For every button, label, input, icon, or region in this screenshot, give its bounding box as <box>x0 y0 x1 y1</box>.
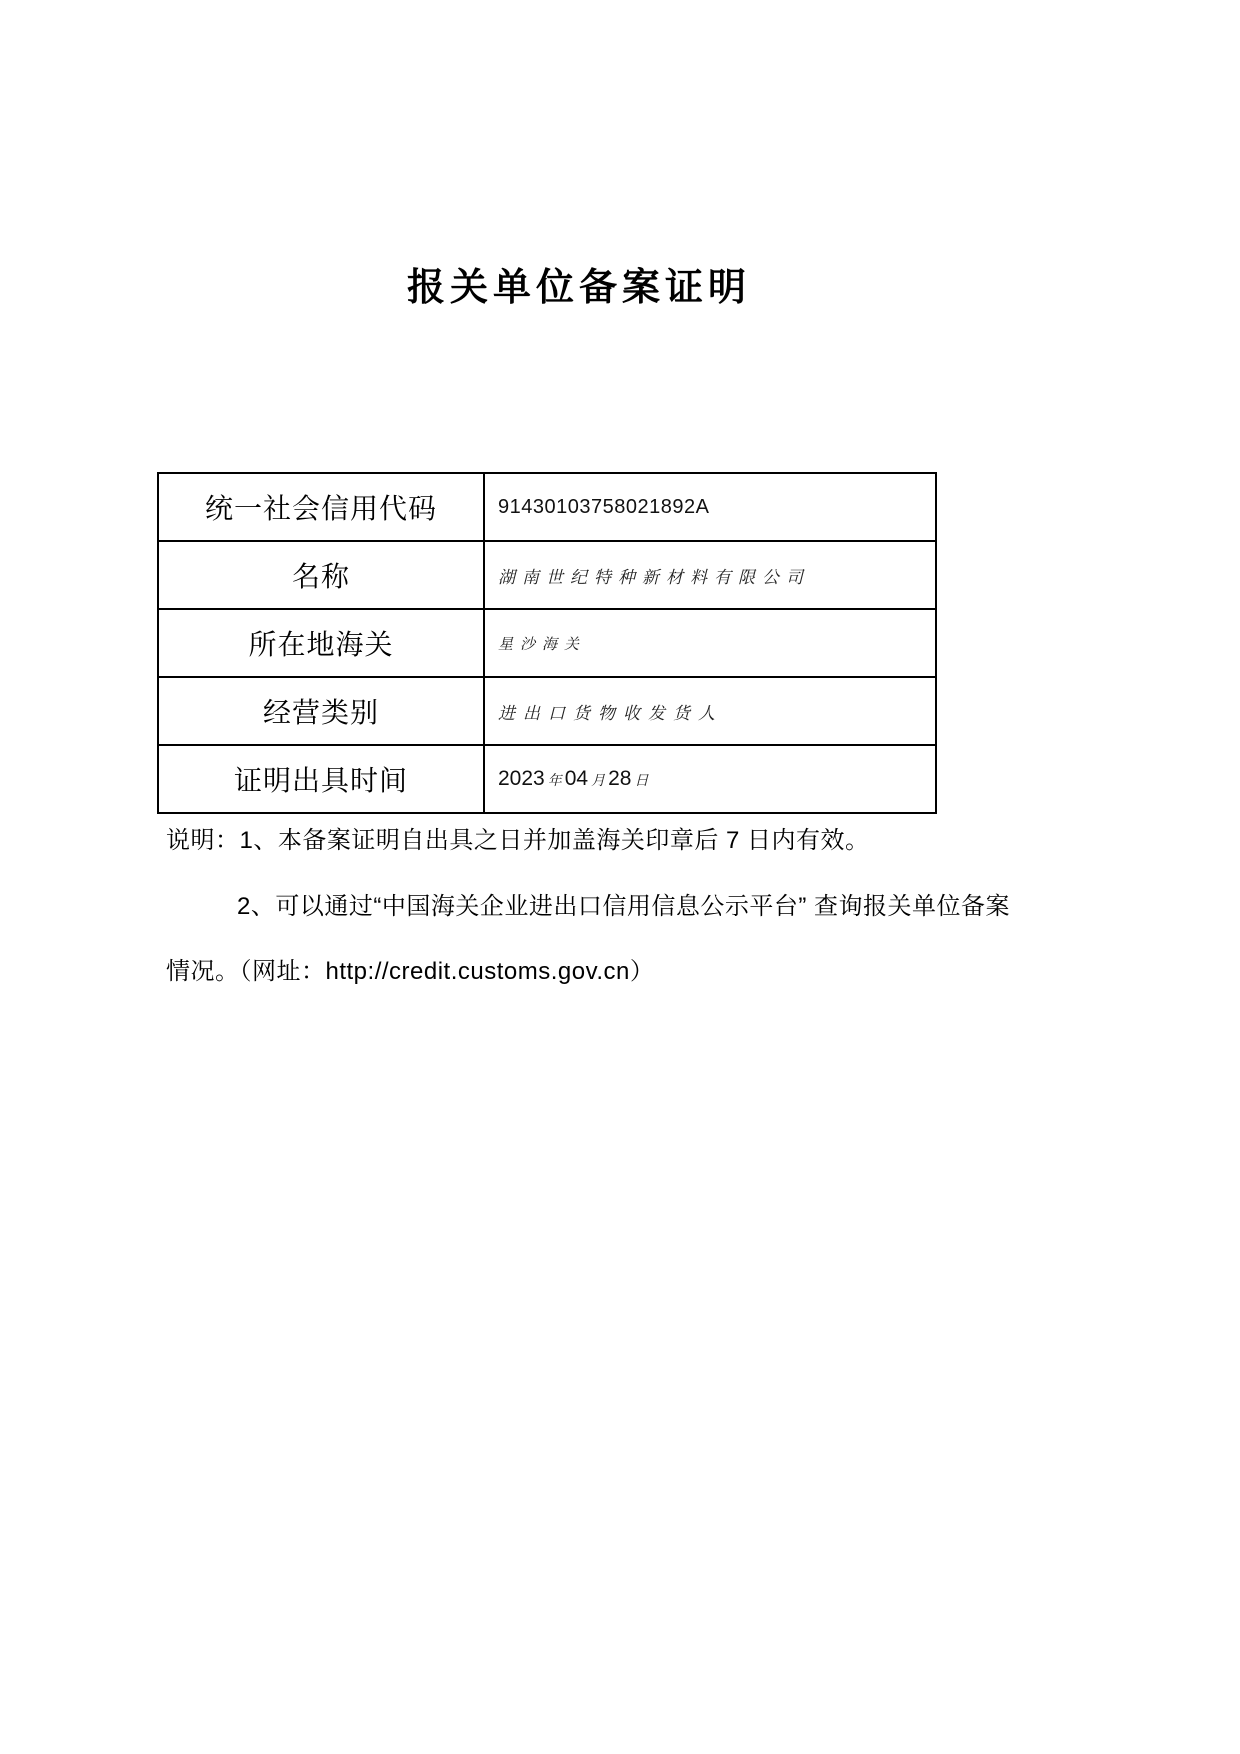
issue-date-day: 28 <box>608 767 632 790</box>
table-row-credit-code <box>158 473 936 541</box>
certificate-table <box>157 472 937 814</box>
issue-date-value <box>484 745 936 813</box>
table-row-customs-location <box>158 609 936 677</box>
note-line-2: 2、可以通过“中国海关企业进出口信用信息公示平台” 查询报关单位备案 <box>237 893 1010 920</box>
issue-date-label: 证明出具时间 <box>158 745 484 813</box>
business-category-label: 经营类别 <box>158 677 484 745</box>
credit-code-label: 统一社会信用代码 <box>158 473 484 541</box>
issue-date-day-unit: 日 <box>634 773 649 789</box>
company-name-label: 名称 <box>158 541 484 609</box>
table-row-business-category <box>158 677 936 745</box>
credit-code-value: 91430103758021892A <box>484 473 936 541</box>
note-line-3: 情况。（网址：http://credit.customs.gov.cn） <box>166 958 655 985</box>
customs-location-value: 星沙海关 <box>484 609 936 677</box>
business-category-value: 进出口货物收发货人 <box>484 677 936 745</box>
issue-date-month-unit: 月 <box>591 773 606 789</box>
issue-date-month: 04 <box>564 767 589 790</box>
company-name-value: 湖南世纪特种新材料有限公司 <box>484 541 936 609</box>
document-title: 报关单位备案证明 <box>406 267 751 309</box>
table-row-issue-date <box>158 745 936 813</box>
customs-location-label: 所在地海关 <box>158 609 484 677</box>
issue-date-year-unit: 年 <box>547 773 562 789</box>
note-line-1: 说明：1、本备案证明自出具之日并加盖海关印章后 7 日内有效。 <box>166 827 870 854</box>
table-row-company-name <box>158 541 936 609</box>
issue-date-year: 2023 <box>498 767 545 790</box>
